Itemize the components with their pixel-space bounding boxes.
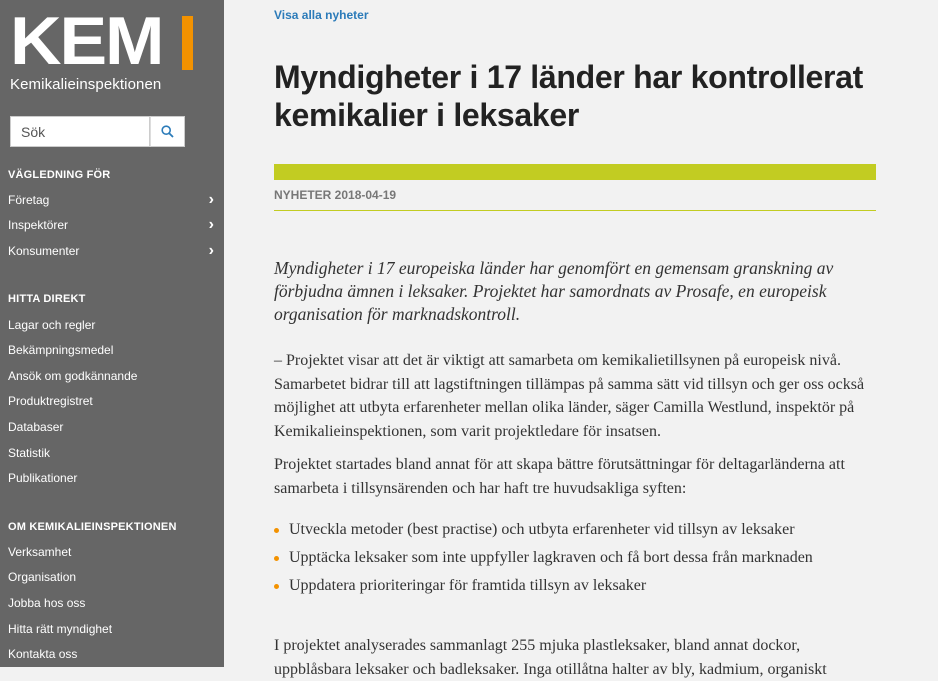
bullet-dot-icon [274,528,279,533]
search-input[interactable] [10,116,150,147]
section-title-hitta-direkt: HITTA DIREKT [8,293,86,305]
sidebar-item-verksamhet[interactable] [8,545,214,559]
sidebar-item-label: Hitta rätt myndighet [8,622,113,636]
sidebar-item-label: Företag [8,193,50,207]
sidebar-item-label: Verksamhet [8,545,72,559]
sidebar-item-databaser[interactable] [8,420,214,434]
kemi-logo[interactable] [10,3,163,79]
search-icon [161,125,174,138]
sidebar-item-kontakta-oss[interactable] [8,647,214,661]
sidebar-item-label: Produktregistret [8,394,93,408]
section-title-om-kemikalieinspektionen: OM KEMIKALIEINSPEKTIONEN [8,521,177,533]
sidebar-item-label: Jobba hos oss [8,596,86,610]
article-meta: NYHETER 2018-04-19 [274,188,397,202]
logo-wordmark: KEM [10,3,163,79]
sidebar [0,0,224,667]
section-title-vagledning: VÄGLEDNING FÖR [8,169,111,181]
page-title: Myndigheter i 17 länder har kontrollerat kemikalier i leksaker [274,59,864,133]
sidebar-item-label: Lagar och regler [8,318,96,332]
sidebar-item-produktregistret[interactable] [8,394,214,408]
article-paragraph: Projektet startades bland annat för att skapa bättre förutsättningar för deltagarländerna att samarbeta i tillsynsärenden och har haft tre huvudsakliga syften: [274,456,845,497]
sidebar-item-inspektorer[interactable] [8,218,214,232]
sidebar-item-publikationer[interactable] [8,471,214,485]
list-item-text: Uppdatera prioriteringar för framtida tillsyn av leksaker [289,577,647,594]
bullet-dot-icon [274,556,279,561]
sidebar-item-label: Publikationer [8,471,78,485]
accent-divider [274,164,876,180]
show-all-news-link[interactable]: Visa alla nyheter [274,8,369,22]
sidebar-item-statistik[interactable] [8,446,214,460]
bullet-dot-icon [274,584,279,589]
sidebar-item-label: Inspektörer [8,218,69,232]
sidebar-item-lagar-och-regler[interactable] [8,318,214,332]
chevron-right-icon: › [208,191,214,208]
article-main [224,0,938,678]
sidebar-item-bekampningsmedel[interactable] [8,343,214,357]
logo-subtitle: Kemikalieinspektionen [10,76,162,93]
sidebar-item-label: Organisation [8,570,77,584]
sidebar-item-hitta-ratt-myndighet[interactable] [8,622,214,636]
sidebar-item-label: Statistik [8,446,51,460]
list-item [274,516,894,544]
list-item-text: Utveckla metoder (best practise) och utbyta erfarenheter vid tillsyn av leksaker [289,521,795,538]
logo-accent-bar [182,16,193,70]
sidebar-item-organisation[interactable] [8,570,214,584]
search-box [10,116,185,147]
article-paragraph: I projektet analyserades sammanlagt 255 mjuka plastleksaker, bland annat dockor, uppblåsbara leksaker och badleksaker. Inga otillåtna halter av bly, kadmium, organiskt [274,637,827,678]
sidebar-item-label: Ansök om godkännande [8,369,138,383]
meta-divider [274,210,876,211]
sidebar-item-ansok-om-godkannande[interactable] [8,369,214,383]
search-button[interactable] [150,116,185,147]
list-item [274,544,894,572]
sidebar-item-label: Bekämpningsmedel [8,343,114,357]
sidebar-item-konsumenter[interactable] [8,244,214,258]
sidebar-item-label: Databaser [8,420,64,434]
article-lead: Myndigheter i 17 europeiska länder har genomfört en gemensam granskning av förbjudna ämnen i leksaker. Projektet har samordnats av Prosafe, en europeisk organisation för marknadskontroll. [274,258,834,324]
chevron-right-icon: › [208,242,214,259]
article-paragraph: – Projektet visar att det är viktigt att samarbeta om kemikalietillsynen på europeisk nivå. Samarbetet bidrar till att lagstiftningen tillämpas på samma sätt vid tillsyn och ger oss också möjlighet att utbyta erfarenheter mellan olika länder, säger Camilla Westlund, inspektör på Kemikalieinspektionen, som varit projektledare för insatsen. [274,352,865,440]
goals-list [274,516,894,600]
chevron-right-icon: › [208,216,214,233]
sidebar-item-jobba-hos-oss[interactable] [8,596,214,610]
list-item-text: Upptäcka leksaker som inte uppfyller lagkraven och få bort dessa från marknaden [289,549,813,566]
sidebar-item-label: Konsumenter [8,244,80,258]
sidebar-item-foretag[interactable] [8,193,214,207]
list-item [274,572,894,600]
sidebar-item-label: Kontakta oss [8,647,78,661]
